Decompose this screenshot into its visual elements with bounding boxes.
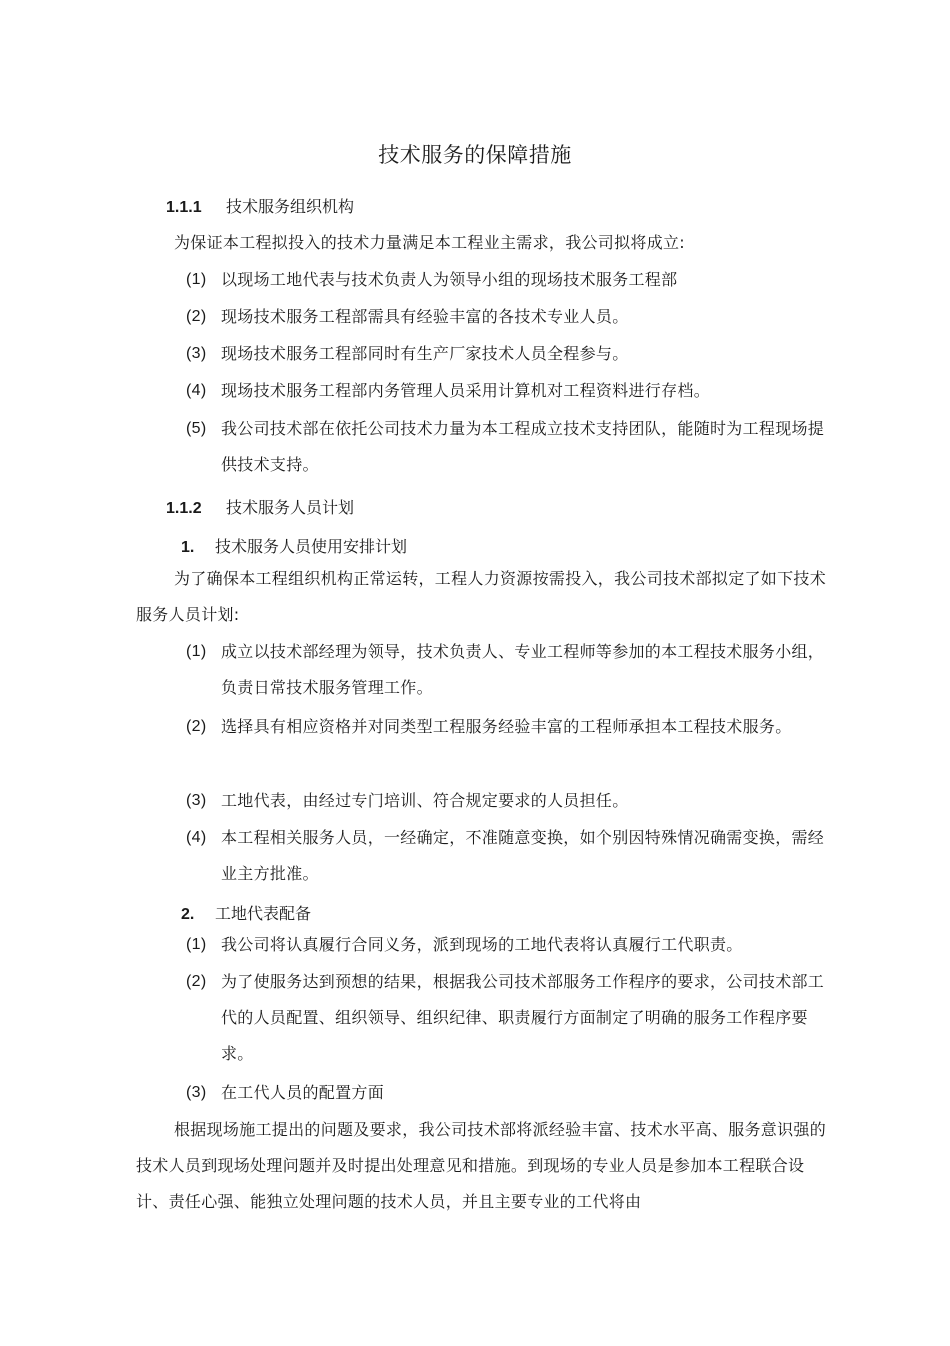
list-item-text: 现场技术服务工程部内务管理人员采用计算机对工程资料进行存档。 <box>221 381 711 400</box>
list-item <box>186 336 836 372</box>
page-title: 技术服务的保障措施 <box>378 143 572 167</box>
list-item <box>186 820 836 892</box>
list-item <box>186 411 836 483</box>
list-item-text: 现场技术服务工程部需具有经验丰富的各技术专业人员。 <box>221 307 629 326</box>
section-number: 1.1.2 <box>166 500 202 517</box>
list-marker: (3) <box>186 1084 207 1101</box>
list-item-text: 我公司将认真履行合同义务，派到现场的工地代表将认真履行工代职责。 <box>221 935 743 954</box>
list-marker: (2) <box>186 973 207 990</box>
list-item <box>186 964 836 1072</box>
list-item <box>186 299 836 335</box>
list-marker: (2) <box>186 718 207 735</box>
list-marker: (1) <box>186 643 207 660</box>
list-marker: (5) <box>186 420 207 437</box>
list-marker: (2) <box>186 308 207 325</box>
section-title: 技术服务人员计划 <box>226 498 355 517</box>
list-item <box>186 262 836 298</box>
closing-paragraph: 根据现场施工提出的问题及要求，我公司技术部将派经验丰富、技术水平高、服务意识强的技术人员到现场处理问题并及时提出处理意见和措施。到现场的专业人员是参加本工程联合设计、责任心强、能独立处理问题的技术人员，并且主要专业的工代将由 <box>136 1120 827 1211</box>
subsection-number: 2. <box>181 906 195 923</box>
list-item <box>186 927 836 963</box>
list-item-text: 我公司技术部在依托公司技术力量为本工程成立技术支持团队，能随时为工程现场提供技术支持。 <box>221 419 825 474</box>
list-marker: (1) <box>186 271 207 288</box>
list-item-text: 本工程相关服务人员，一经确定，不准随意变换，如个别因特殊情况确需变换，需经业主方批准。 <box>221 828 825 883</box>
list-item-text: 工地代表，由经过专门培训、符合规定要求的人员担任。 <box>221 791 629 810</box>
list-marker: (3) <box>186 792 207 809</box>
list-item-text: 以现场工地代表与技术负责人为领导小组的现场技术服务工程部 <box>221 270 678 289</box>
list-item <box>186 1075 836 1111</box>
list-marker: (3) <box>186 345 207 362</box>
subsection-title: 技术服务人员使用安排计划 <box>215 537 408 556</box>
list-item-text: 选择具有相应资格并对同类型工程服务经验丰富的工程师承担本工程技术服务。 <box>221 717 792 736</box>
list-item-text: 成立以技术部经理为领导，技术负责人、专业工程师等参加的本工程技术服务小组，负责日常技术服务管理工作。 <box>221 642 825 697</box>
section-number: 1.1.1 <box>166 199 202 216</box>
list-item-text: 现场技术服务工程部同时有生产厂家技术人员全程参与。 <box>221 344 629 363</box>
list-item <box>186 709 836 745</box>
list-item <box>186 783 836 819</box>
subsection-heading-1 <box>181 535 407 560</box>
subsection-intro-paragraph: 为了确保本工程组织机构正常运转，工程人力资源按需投入，我公司技术部拟定了如下技术服务人员计划: <box>136 569 827 624</box>
list-marker: (4) <box>186 382 207 399</box>
list-marker: (4) <box>186 829 207 846</box>
section-heading-1-1-1 <box>166 195 354 220</box>
list-marker: (1) <box>186 936 207 953</box>
subsection-heading-2 <box>181 902 311 927</box>
subsection-number: 1. <box>181 539 195 556</box>
list-item <box>186 373 836 409</box>
section-title: 技术服务组织机构 <box>226 197 355 216</box>
section-heading-1-1-2 <box>166 496 354 521</box>
list-item-text: 在工代人员的配置方面 <box>221 1083 385 1102</box>
subsection-title: 工地代表配备 <box>215 904 312 923</box>
list-item-text: 为了使服务达到预想的结果，根据我公司技术部服务工作程序的要求，公司技术部工代的人员配置、组织领导、组织纪律、职责履行方面制定了明确的服务工作程序要求。 <box>221 972 825 1063</box>
list-item <box>186 634 836 706</box>
section-intro-paragraph: 为保证本工程拟投入的技术力量满足本工程业主需求，我公司拟将成立: <box>174 233 685 252</box>
